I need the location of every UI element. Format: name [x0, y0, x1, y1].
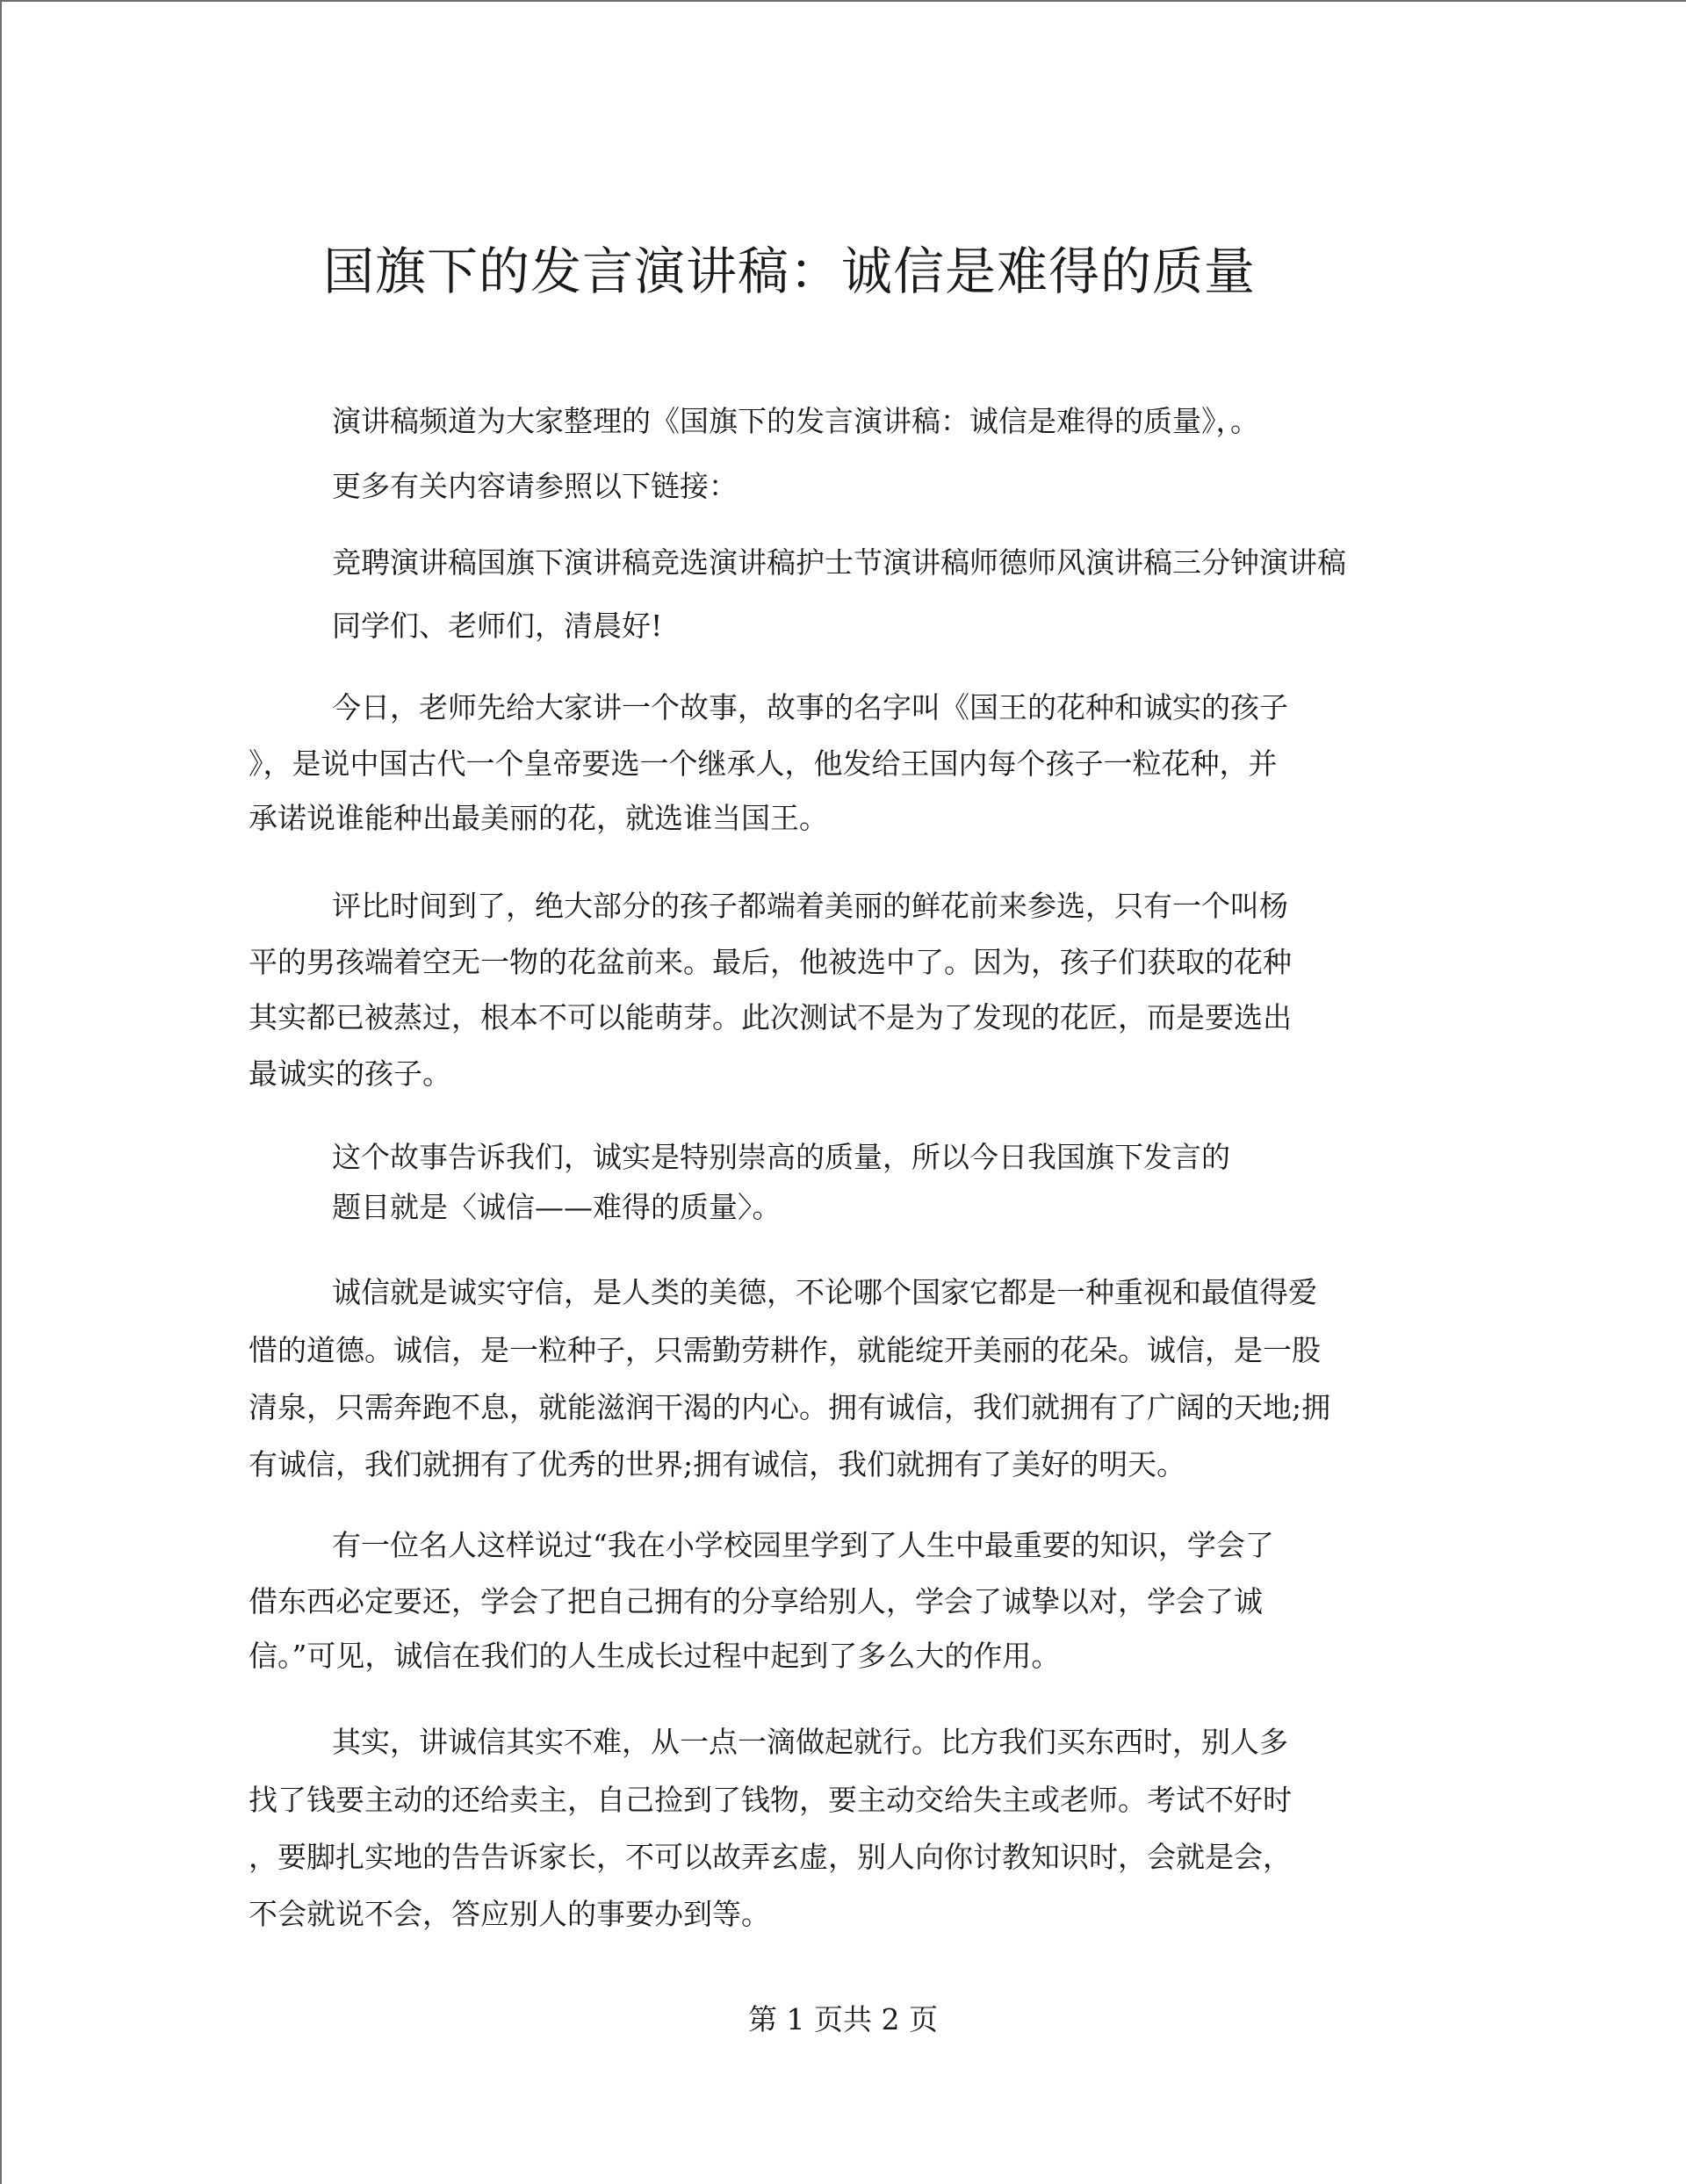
paragraph-line: ，要脚扎实地的告告诉家长，不可以故弄玄虚，别人向你讨教知识时，会就是会，	[249, 1840, 1292, 1874]
paragraph-line: 今日，老师先给大家讲一个故事，故事的名字叫《国王的花种和诚实的孩子	[332, 690, 1288, 724]
paragraph-line: 评比时间到了，绝大部分的孩子都端着美丽的鲜花前来参选，只有一个叫杨	[332, 889, 1288, 923]
document-title: 国旗下的发言演讲稿：诚信是难得的质量	[323, 241, 1257, 301]
paragraph-line: 借东西必定要还，学会了把自己拥有的分享给别人，学会了诚挚以对，学会了诚	[249, 1584, 1263, 1618]
paragraph-line: 最诚实的孩子。	[249, 1056, 451, 1091]
paragraph-line: 有诚信，我们就拥有了优秀的世界;拥有诚信，我们就拥有了美好的明天。	[249, 1447, 1186, 1481]
intro-line: 演讲稿频道为大家整理的《国旗下的发言演讲稿：诚信是难得的质量》，。	[332, 404, 1259, 438]
paragraph-line: 清泉，只需奔跑不息，就能滋润干渴的内心。拥有诚信，我们就拥有了广阔的天地;拥	[249, 1390, 1331, 1424]
paragraph-line: 其实，讲诚信其实不难，从一点一滴做起就行。比方我们买东西时，别人多	[332, 1725, 1288, 1759]
paragraph-line: 平的男孩端着空无一物的花盆前来。最后，他被选中了。因为，孩子们获取的花种	[249, 945, 1292, 979]
paragraph-line: 题目就是〈诚信——难得的质量〉。	[332, 1190, 782, 1224]
paragraph-line: 其实都已被蒸过，根本不可以能萌芽。此次测试不是为了发现的花匠，而是要选出	[249, 1000, 1292, 1034]
greeting-line: 同学们、老师们，清晨好!	[332, 609, 663, 643]
related-links-line[interactable]: 竞聘演讲稿国旗下演讲稿竞选演讲稿护士节演讲稿师德师风演讲稿三分钟演讲稿	[332, 545, 1346, 580]
paragraph-line: 诚信就是诚实守信，是人类的美德，不论哪个国家它都是一种重视和最值得爱	[332, 1275, 1317, 1309]
page-number-footer: 第 1 页共 2 页	[748, 2002, 938, 2036]
paragraph-line: 有一位名人这样说过“我在小学校园里学到了人生中最重要的知识，学会了	[332, 1528, 1274, 1562]
paragraph-line: 这个故事告诉我们，诚实是特别崇高的质量，所以今日我国旗下发言的	[332, 1140, 1230, 1174]
paragraph-line: 找了钱要主动的还给卖主，自己捡到了钱物，要主动交给失主或老师。考试不好时	[249, 1783, 1292, 1817]
paragraph-line: 承诺说谁能种出最美丽的花，就选谁当国王。	[249, 801, 828, 835]
paragraph-line: 信。”可见，诚信在我们的人生成长过程中起到了多么大的作用。	[249, 1639, 1061, 1673]
paragraph-line: 不会就说不会，答应别人的事要办到等。	[249, 1897, 770, 1931]
intro-line: 更多有关内容请参照以下链接：	[332, 469, 738, 503]
paragraph-line: 惜的道德。诚信，是一粒种子，只需勤劳耕作，就能绽开美丽的花朵。诚信，是一股	[249, 1333, 1321, 1367]
paragraph-line: 》，是说中国古代一个皇帝要选一个继承人，他发给王国内每个孩子一粒花种，并	[249, 746, 1278, 781]
